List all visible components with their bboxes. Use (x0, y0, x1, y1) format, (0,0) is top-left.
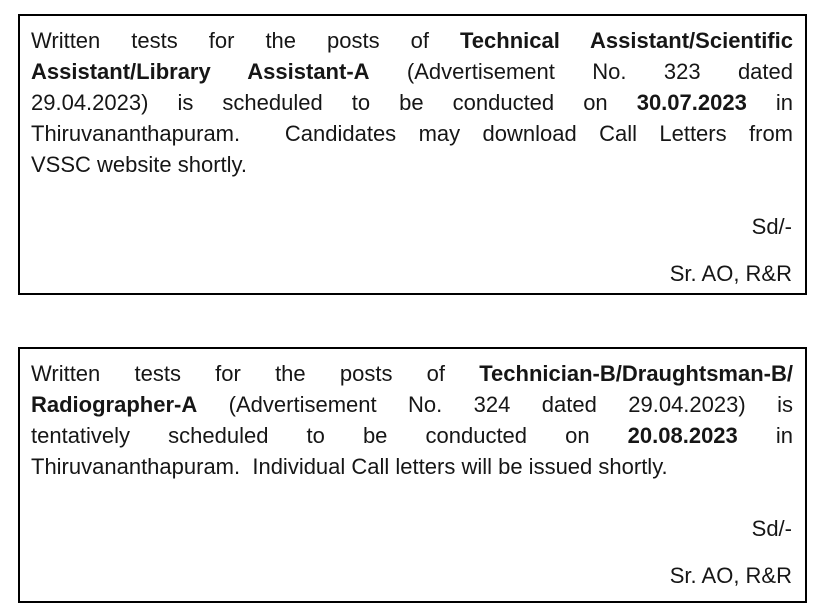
notice-1-paragraph (31, 25, 793, 180)
text-segment-bold: 20.08.2023 (627, 423, 738, 448)
text-segment: (Advertisement No. 324 dated 29.04.2023) is (197, 392, 793, 417)
text-segment: in (737, 423, 793, 448)
notice-2-line-3 (31, 420, 793, 451)
text-segment: 29.04.2023) is scheduled to be conducted on (31, 90, 637, 115)
text-segment: Written tests for the posts of (31, 28, 460, 53)
text-segment: VSSC website shortly. (31, 152, 248, 177)
text-segment: (Advertisement No. 323 dated (369, 59, 793, 84)
text-segment-bold: Technician-B/Draughtsman-B/ (479, 361, 793, 386)
signatory-designation: Sr. AO, R&R (669, 563, 792, 588)
text-segment-bold: 30.07.2023 (636, 90, 747, 115)
notice-1-line-2 (31, 56, 793, 87)
notice-2-paragraph (31, 358, 793, 482)
signature-sd: Sd/- (751, 516, 792, 541)
notice-1-line-5 (31, 149, 793, 180)
notice-box-1 (18, 14, 807, 295)
notice-2-line-2 (31, 389, 793, 420)
signatory-designation: Sr. AO, R&R (669, 261, 792, 286)
notice-2-line-1 (31, 358, 793, 389)
text-segment: tentatively scheduled to be conducted on (31, 423, 628, 448)
text-segment-bold: Technical Assistant/Scientific (459, 28, 793, 53)
text-segment: in (746, 90, 793, 115)
notice-1-line-3 (31, 87, 793, 118)
notice-box-2 (18, 347, 807, 603)
notice-2-line-4 (31, 451, 793, 482)
text-segment: Thiruvananthapuram. Individual Call letters will be issued shortly. (31, 454, 668, 479)
text-segment: Written tests for the posts of (31, 361, 480, 386)
text-segment-bold: Radiographer-A (31, 392, 198, 417)
notice-1-line-1 (31, 25, 793, 56)
signature-sd: Sd/- (751, 214, 792, 239)
notice-1-line-4 (31, 118, 793, 149)
text-segment: Thiruvananthapuram. Candidates may download Call Letters from (31, 121, 793, 146)
text-segment-bold: Assistant/Library Assistant-A (31, 59, 370, 84)
